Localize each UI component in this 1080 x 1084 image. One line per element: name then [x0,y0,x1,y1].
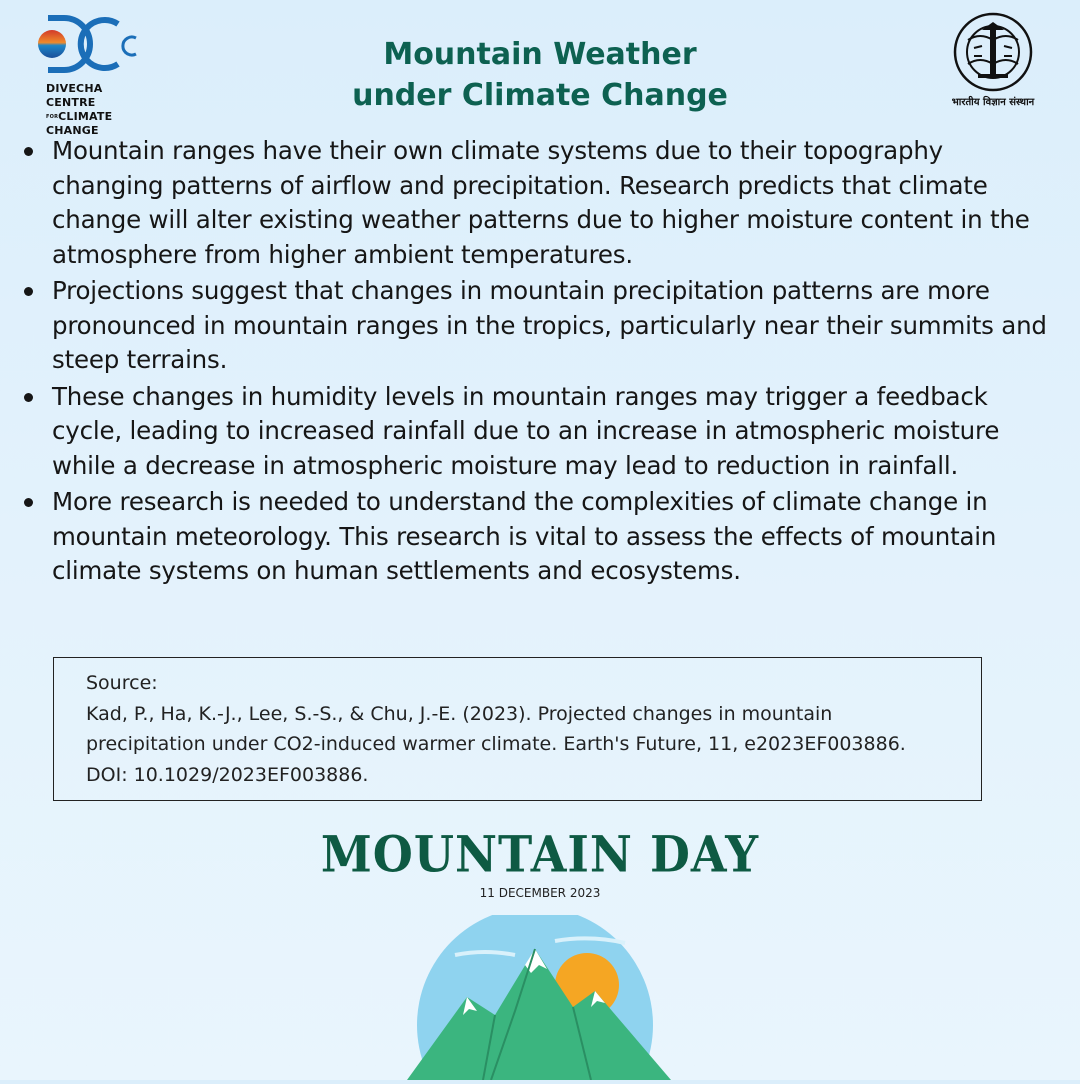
event-date: 11 DECEMBER 2023 [479,886,601,900]
bullet-text: More research is needed to understand the complexities of climate change in mountain meteorology. This research is vital to assess the effects of mountain climate systems on human settlements and ecosystems. [52,487,997,585]
bullet-dot-icon [24,287,33,296]
title-line-1: Mountain Weather [383,37,697,72]
bullet-item [20,134,1060,272]
logo-line-1: DIVECHA CENTRE [46,82,103,109]
bullet-item [20,485,1060,589]
logo-for-text: FOR [46,114,59,120]
iisc-logo [938,10,1048,114]
mountain-sun-icon [395,915,685,1080]
mountain-illustration [395,915,685,1080]
bullet-list [20,134,1060,591]
title-line-2: under Climate Change [352,78,728,113]
divecha-logo-icon [34,12,154,82]
logo-line-2-text: CLIMATE CHANGE [46,110,113,137]
divecha-logo-text [46,82,154,138]
bullet-item [20,380,1060,484]
source-label: Source: [86,672,158,694]
event-title: MOUNTAIN DAY [320,824,760,884]
iisc-logo-caption: भारतीय विज्ञान संस्थान [951,97,1035,108]
divecha-centre-logo [34,12,154,137]
bullet-text: These changes in humidity levels in mountain ranges may trigger a feedback cycle, leading to increased rainfall due to an increase in atmospheric moisture while a decrease in atmospheric moisture may lead to reduction in rainfall. [52,381,1000,480]
iisc-seal-icon [938,10,1048,94]
bullet-dot-icon [24,393,33,402]
bullet-text: Projections suggest that changes in mountain precipitation patterns are more pronounced in mountain ranges in the tropics, particularly near their summits and steep terrains. [52,276,1047,374]
bullet-dot-icon [24,147,33,156]
source-box [53,657,982,801]
bullet-item [20,274,1060,378]
source-citation: Kad, P., Ha, K.-J., Lee, S.-S., & Chu, J.-E. (2023). Projected changes in mountain precipitation under CO2-induced warmer climate. Earth's Future, 11, e2023EF003886. DOI: 10.1029/2023EF003886. [86,702,906,786]
bullet-text: Mountain ranges have their own climate systems due to their topography changing patterns of airflow and precipitation. Research predicts that climate change will alter existing weather patterns due to higher moisture content in the atmosphere from higher ambient temperatures. [52,136,1030,269]
page-title [240,34,840,116]
bullet-dot-icon [24,498,33,507]
